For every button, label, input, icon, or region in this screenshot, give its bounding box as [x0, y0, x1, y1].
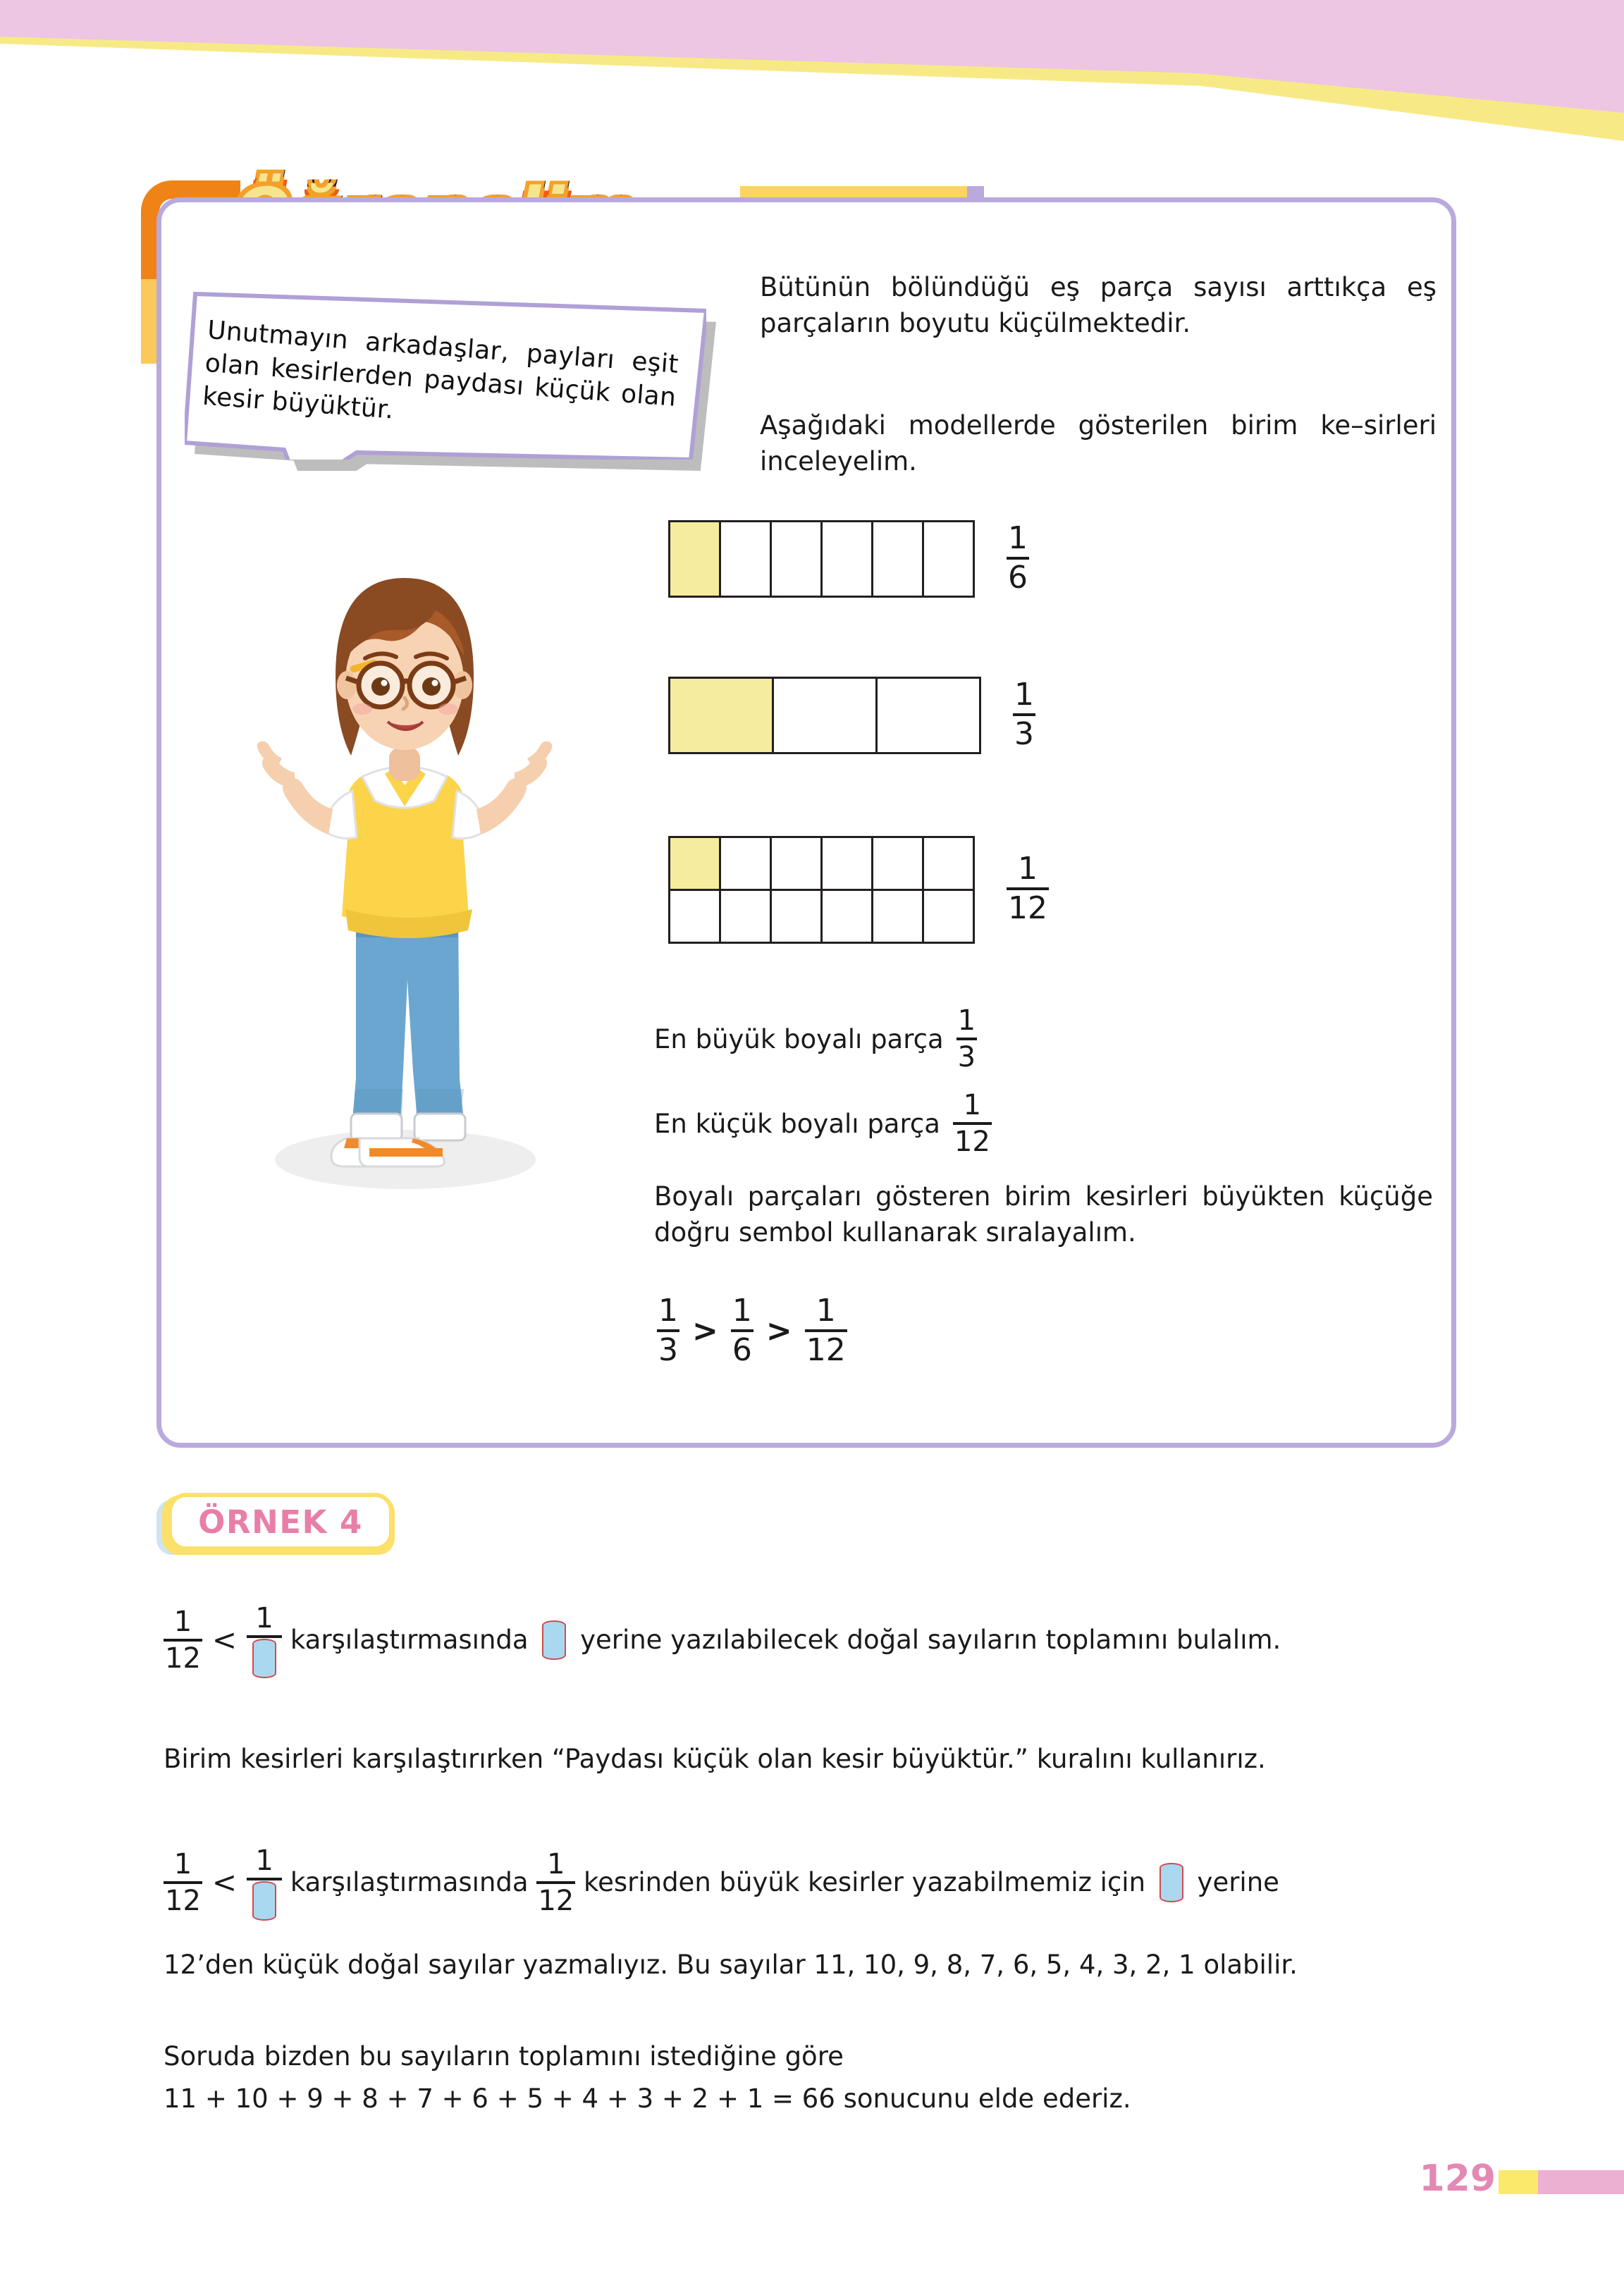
cell-shaded [668, 677, 774, 754]
fraction-label-one-twelfth: $\frac{1}{12}$ [1008, 851, 1047, 926]
cell [922, 889, 975, 944]
explanation-operator: < [211, 1865, 238, 1900]
fraction-rule [1013, 713, 1035, 716]
conclusion-line-1: Soruda bizden bu sayıların toplamını istediğine göre [164, 2041, 844, 2072]
cell [820, 520, 873, 598]
order-term-1: $\frac{1}{3}$ [658, 1293, 678, 1368]
fraction-rule [164, 1639, 202, 1642]
smallest-piece-fraction: $\frac{1}{12}$ [954, 1089, 990, 1158]
blank-flower-icon[interactable] [252, 1883, 276, 1919]
cell [875, 677, 981, 754]
ordering-expression [657, 1295, 847, 1366]
question-text-2: yerine yazılabilecek doğal sayıların toplamını bulalım. [572, 1624, 1281, 1655]
cell [922, 836, 975, 891]
cell [871, 520, 924, 598]
explanation-line-2: 12’den küçük doğal sayılar yazmalıyız. Bu sayılar 11, 10, 9, 8, 7, 6, 5, 4, 3, 2, 1 olabilir. [164, 1950, 1298, 1980]
cell [871, 836, 924, 891]
fraction-rule [956, 1038, 977, 1040]
student-illustration [211, 486, 592, 1198]
fraction-rule [164, 1881, 202, 1884]
speech-bubble [185, 290, 706, 460]
fraction-rule [953, 1122, 992, 1125]
explanation-text-3: yerine [1188, 1866, 1279, 1897]
question-blank-fraction: 1 [247, 1604, 282, 1676]
rule-paragraph: Birim kesirleri karşılaştırırken “Paydası küçük olan kesir büyüktür.” kuralını kullanırız. [164, 1744, 1266, 1774]
fraction-label-one-third: $\frac{1}{3}$ [1014, 676, 1034, 752]
ornek-badge-label: ÖRNEK 4 [198, 1503, 363, 1541]
explanation-ref-fraction: $\frac{1}{12}$ [538, 1848, 574, 1917]
order-term-3: $\frac{1}{12}$ [806, 1293, 846, 1368]
footer-pink-block [1538, 2170, 1624, 2194]
smallest-piece-line [654, 1091, 992, 1156]
speech-bubble-text: Unutmayın arkadaşlar, payları eşit olan kesirlerden paydası küçük olan kesir büyüktür. [201, 315, 680, 425]
conclusion-line-2: 11 + 10 + 9 + 8 + 7 + 6 + 5 + 4 + 3 + 2 + 1 = 66 sonucunu elde ederiz. [164, 2083, 1131, 2114]
ordering-paragraph: Boyalı parçaları gösteren birim kesirleri büyükten küçüğe doğru sembol kullanarak sıralayalım. [654, 1181, 1433, 1248]
fraction-rule [1007, 557, 1029, 560]
cell [820, 889, 873, 944]
fraction-rule [536, 1881, 575, 1884]
cell-shaded [668, 836, 721, 891]
footer-yellow-block [1499, 2170, 1538, 2194]
cell [770, 889, 823, 944]
explanation-line-1 [164, 1847, 1453, 1919]
cell [871, 889, 924, 944]
example-question-line [164, 1604, 1453, 1676]
ornek-badge [168, 1493, 400, 1558]
explanation-text-2: kesrinden büyük kesirler yazabilmemiz için [575, 1866, 1154, 1897]
cell [668, 889, 721, 944]
cell [922, 520, 975, 598]
cell [820, 836, 873, 891]
question-text-1: karşılaştırmasında [282, 1624, 537, 1655]
cell [719, 889, 772, 944]
blank-flower-icon[interactable] [1159, 1865, 1183, 1900]
fraction-model-one-third [668, 677, 1035, 752]
fraction-rule [247, 1635, 282, 1638]
smallest-piece-label: En küçük boyalı parça [654, 1108, 940, 1139]
order-term-2: $\frac{1}{6}$ [732, 1293, 752, 1368]
blank-flower-icon[interactable] [252, 1641, 276, 1676]
cell [719, 836, 772, 891]
cell [719, 520, 772, 598]
models-paragraph: Aşağıdaki modellerde gösterilen birim ke–sirleri inceleyelim. [760, 410, 1437, 477]
cell [770, 836, 823, 891]
cell-shaded [668, 520, 721, 598]
fraction-label-one-sixth: $\frac{1}{6}$ [1008, 519, 1028, 596]
explanation-blank-fraction: 1 [247, 1847, 282, 1919]
fraction-rule [247, 1878, 282, 1880]
cell [772, 677, 878, 754]
cell [770, 520, 823, 598]
question-operator: < [211, 1623, 238, 1658]
bar-one-sixth [668, 520, 973, 596]
fraction-model-one-sixth [668, 520, 1029, 596]
largest-piece-label: En büyük boyalı parça [654, 1023, 944, 1054]
bar-one-twelfth [668, 836, 973, 942]
blank-flower-icon[interactable] [542, 1623, 566, 1658]
fraction-model-one-twelfth [668, 836, 1049, 942]
largest-piece-line [654, 1004, 977, 1073]
order-operator-2: > [765, 1312, 792, 1349]
intro-paragraph: Bütünün bölündüğü eş parça sayısı arttıkça eş parçaların boyutu küçülmektedir. [760, 272, 1437, 339]
explanation-text-1: karşılaştırmasında [282, 1866, 537, 1897]
page-number: 129 [1419, 2157, 1496, 2200]
order-operator-1: > [692, 1312, 718, 1349]
bar-one-third [668, 677, 979, 752]
explanation-lead-fraction: $\frac{1}{12}$ [165, 1848, 201, 1917]
question-lead-fraction: $\frac{1}{12}$ [165, 1606, 201, 1675]
largest-piece-fraction: $\frac{1}{3}$ [957, 1004, 976, 1073]
